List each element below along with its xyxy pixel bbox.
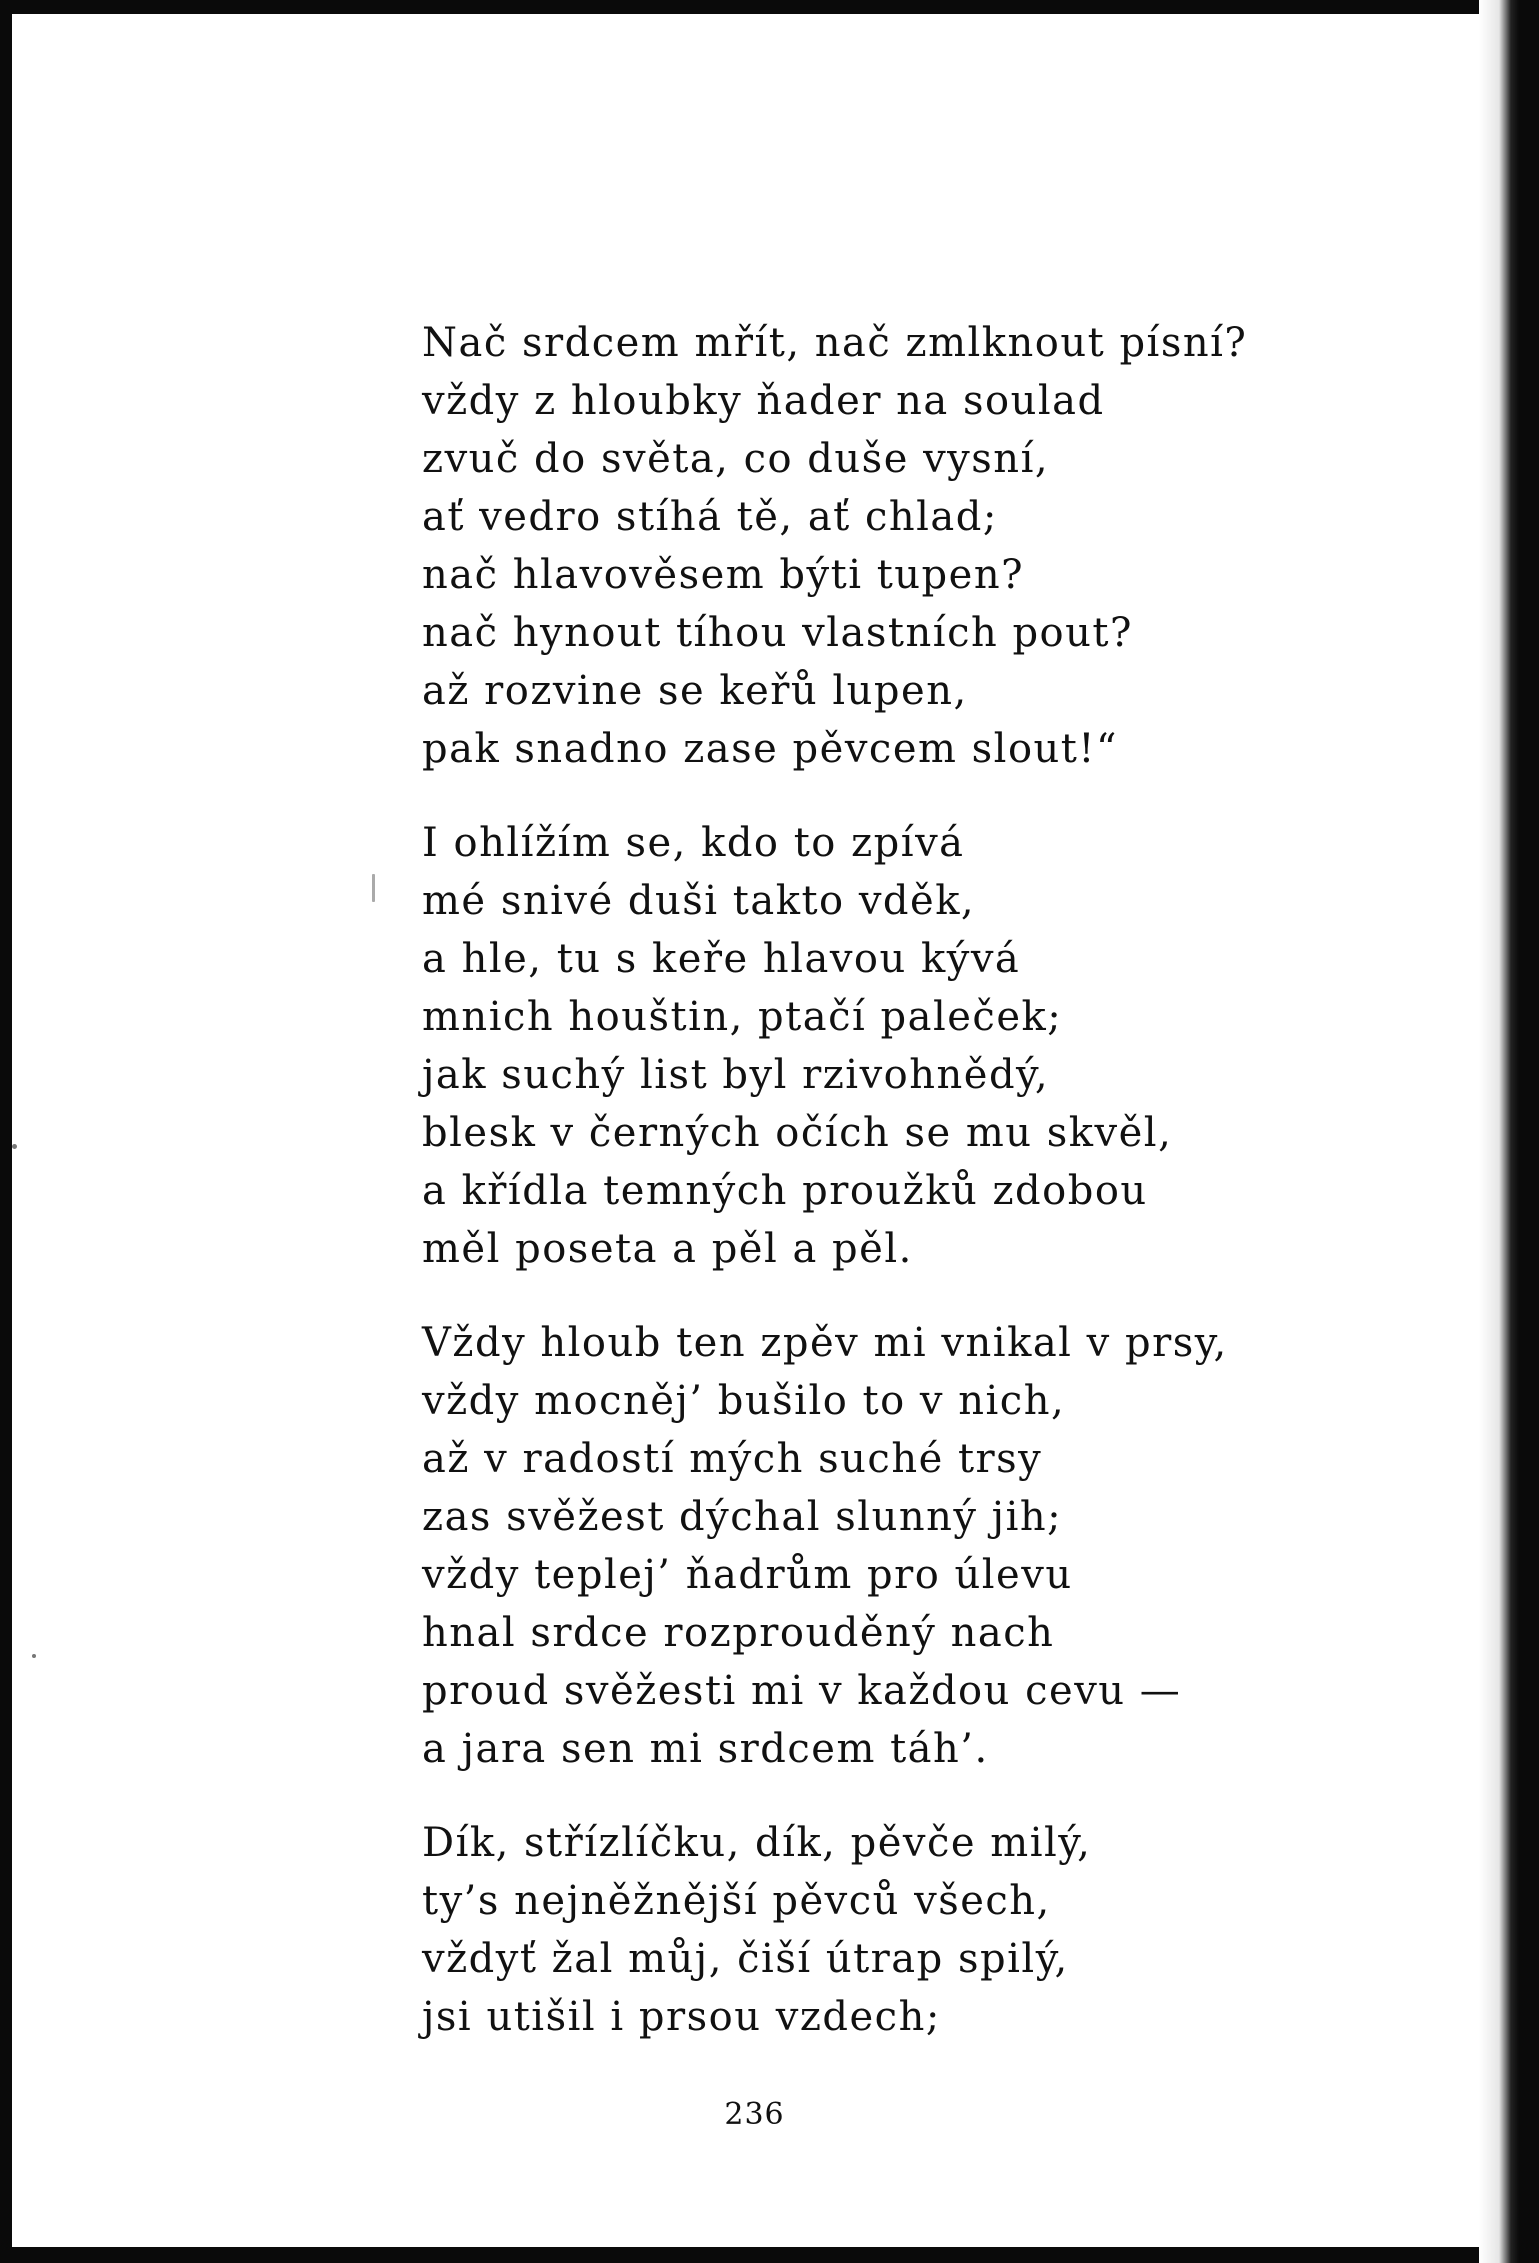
verse-line: mnich houštin, ptačí paleček; — [422, 994, 1063, 1040]
verse-line: vždy z hloubky ňader na soulad — [422, 378, 1105, 424]
verse-line: zas svěžest dýchal slunný jih; — [422, 1494, 1063, 1540]
verse-line: blesk v černých očích se mu skvěl, — [422, 1110, 1173, 1156]
verse-line: vždyť žal můj, čiší útrap spilý, — [422, 1936, 1069, 1982]
verse-line: až rozvine se keřů lupen, — [422, 668, 968, 714]
verse-line: Nač srdcem mřít, nač zmlknout písní? — [422, 320, 1248, 366]
scan-speck — [12, 1144, 17, 1149]
verse-line: jsi utišil i prsou vzdech; — [422, 1994, 941, 2040]
verse-line: mé snivé duši takto vděk, — [422, 878, 976, 924]
verse-line: proud svěžesti mi v každou cevu — — [422, 1668, 1182, 1714]
verse-line: a hle, tu s keře hlavou kývá — [422, 936, 1021, 982]
verse-line: Vždy hloub ten zpěv mi vnikal v prsy, — [422, 1320, 1228, 1366]
verse-line: zvuč do světa, co duše vysní, — [422, 436, 1050, 482]
verse-line: hnal srdce rozprouděný nach — [422, 1610, 1055, 1656]
scan-speck — [372, 874, 375, 902]
poem-text — [422, 314, 1282, 2082]
verse-line: I ohlížím se, kdo to zpívá — [422, 820, 965, 866]
verse-line: jak suchý list byl rzivohnědý, — [422, 1052, 1050, 1098]
verse-line: vždy teplej’ ňadrům pro úlevu — [422, 1552, 1073, 1598]
scan-speck — [32, 1654, 36, 1658]
verse-line: nač hlavověsem býti tupen? — [422, 552, 1025, 598]
stanza-3 — [422, 1314, 1282, 1778]
book-page — [12, 14, 1497, 2247]
verse-line: a jara sen mi srdcem táh’. — [422, 1726, 989, 1772]
verse-line: a křídla temných proužků zdobou — [422, 1168, 1148, 1214]
verse-line: nač hynout tíhou vlastních pout? — [422, 610, 1133, 656]
verse-line: pak snadno zase pěvcem slout!“ — [422, 726, 1118, 772]
verse-line: Dík, střízlíčku, dík, pěvče milý, — [422, 1820, 1092, 1866]
stanza-4 — [422, 1814, 1282, 2046]
verse-line: měl poseta a pěl a pěl. — [422, 1226, 913, 1272]
verse-line: vždy mocněj’ bušilo to v nich, — [422, 1378, 1066, 1424]
stanza-1 — [422, 314, 1282, 778]
page-number: 236 — [724, 2097, 785, 2132]
verse-line: ty’s nejněžnější pěvců všech, — [422, 1878, 1051, 1924]
verse-line: až v radostí mých suché trsy — [422, 1436, 1043, 1482]
verse-line: ať vedro stíhá tě, ať chlad; — [422, 494, 998, 540]
stanza-2 — [422, 814, 1282, 1278]
